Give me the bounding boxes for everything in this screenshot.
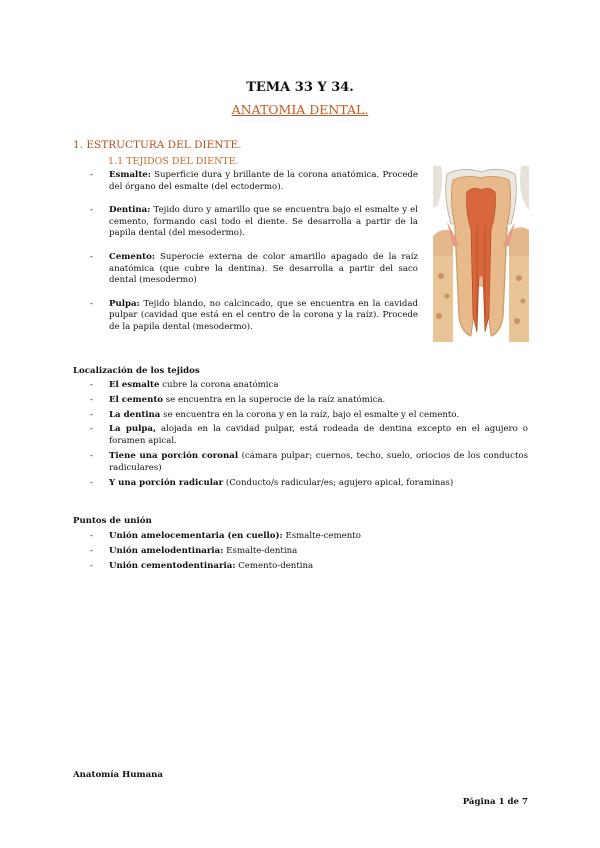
puntos-heading: Puntos de unión [73,516,152,526]
localizacion-list [90,380,528,492]
definition: Cemento-dentina [235,560,314,571]
page-title: TEMA 33 Y 34. [246,80,354,95]
section-heading: 1. ESTRUCTURA DEL DIENTE. [73,139,242,151]
list-marker: - [90,545,93,556]
list-marker: - [90,477,93,488]
list-item [90,478,528,490]
list-item [90,205,418,240]
list-item [90,531,528,543]
term: El esmalte [109,380,160,390]
definition: Tejido duro y amarillo que se encuentra bajo el esmalte y el cemento, formando casi todo el diente. Se desarrolla a partir de la papila dental (del mesodermo). [109,205,418,239]
list-marker: - [90,380,93,390]
page-subtitle: ANATOMIA DENTAL. [231,102,369,117]
puntos-list [90,531,528,575]
term: Unión amelocementaria (en cuello): [109,531,283,541]
list-marker: - [90,560,93,571]
definition: se encuentra en la corona y en la raíz, bajo el esmalte y el cemento. [160,409,460,420]
definition: (cámara pulpar; cuernos, techo, suelo, oriocios de los conductos radiculares) [109,450,529,473]
list-item [90,380,528,392]
tissue-definitions-list [90,170,418,346]
term: El cemento [109,394,164,405]
list-marker: - [90,394,93,405]
definition: cubre la corona anatómica [159,380,279,390]
term: Y una porción radicular [109,477,224,488]
definition: se encuentra en la superocie de la raíz anatómica. [163,394,386,405]
definition: (Conducto/s radicular/es; agujero apical, foraminas) [223,477,454,488]
list-marker: - [90,424,93,435]
list-item [90,561,528,573]
definition: Tejido blando, no calcincado, que se encuentra en la cavidad pulpar (cavidad que está en el centro de la corona y la raíz). Procede de la papila dental (mesodermo). [109,298,418,332]
term: Unión amelodentinaria: [109,545,224,556]
list-marker: - [90,409,93,420]
term: La pulpa, [109,424,156,435]
tooth-cross-section-illustration [433,166,529,342]
term: Esmalte: [109,170,151,180]
term: Cemento: [109,251,155,262]
list-marker: - [90,170,93,180]
list-marker: - [90,531,93,541]
footer-subject: Anatomía Humana [73,770,163,780]
list-item [90,299,418,334]
definition: alojada en la cavidad pulpar, está rodeada de dentina excepto en el agujero o foramen apical. [109,424,528,447]
list-item [90,546,528,558]
list-marker: - [90,205,93,216]
list-item [90,451,528,475]
definition: Superocie externa de color amarillo apagado de la raíz anatómica (que cubre la dentina). Se desarrolla a partir del saco dental (mesodermo) [109,251,418,286]
list-marker: - [90,251,93,262]
list-marker: - [90,298,93,309]
definition: Esmalte-dentina [223,545,298,556]
term: Unión cementodentinaria: [109,560,236,571]
definition: Esmalte-cemento [282,531,361,541]
page-number: Página 1 de 7 [462,797,528,807]
term: Tiene una porción coronal [109,450,239,461]
list-item [90,252,418,287]
list-item [90,395,528,407]
localizacion-heading: Localización de los tejidos [73,366,200,376]
list-item [90,410,528,422]
term: Dentina: [109,205,151,216]
subsection-heading: 1.1 TEJIDOS DEL DIENTE. [108,156,239,167]
term: La dentina [109,409,161,420]
definition: Superficie dura y brillante de la corona anatómica. Procede del órgano del esmalte (del ectodermo). [109,170,418,192]
list-marker: - [90,450,93,461]
term: Pulpa: [109,298,140,309]
list-item [90,424,528,448]
list-item [90,170,418,193]
